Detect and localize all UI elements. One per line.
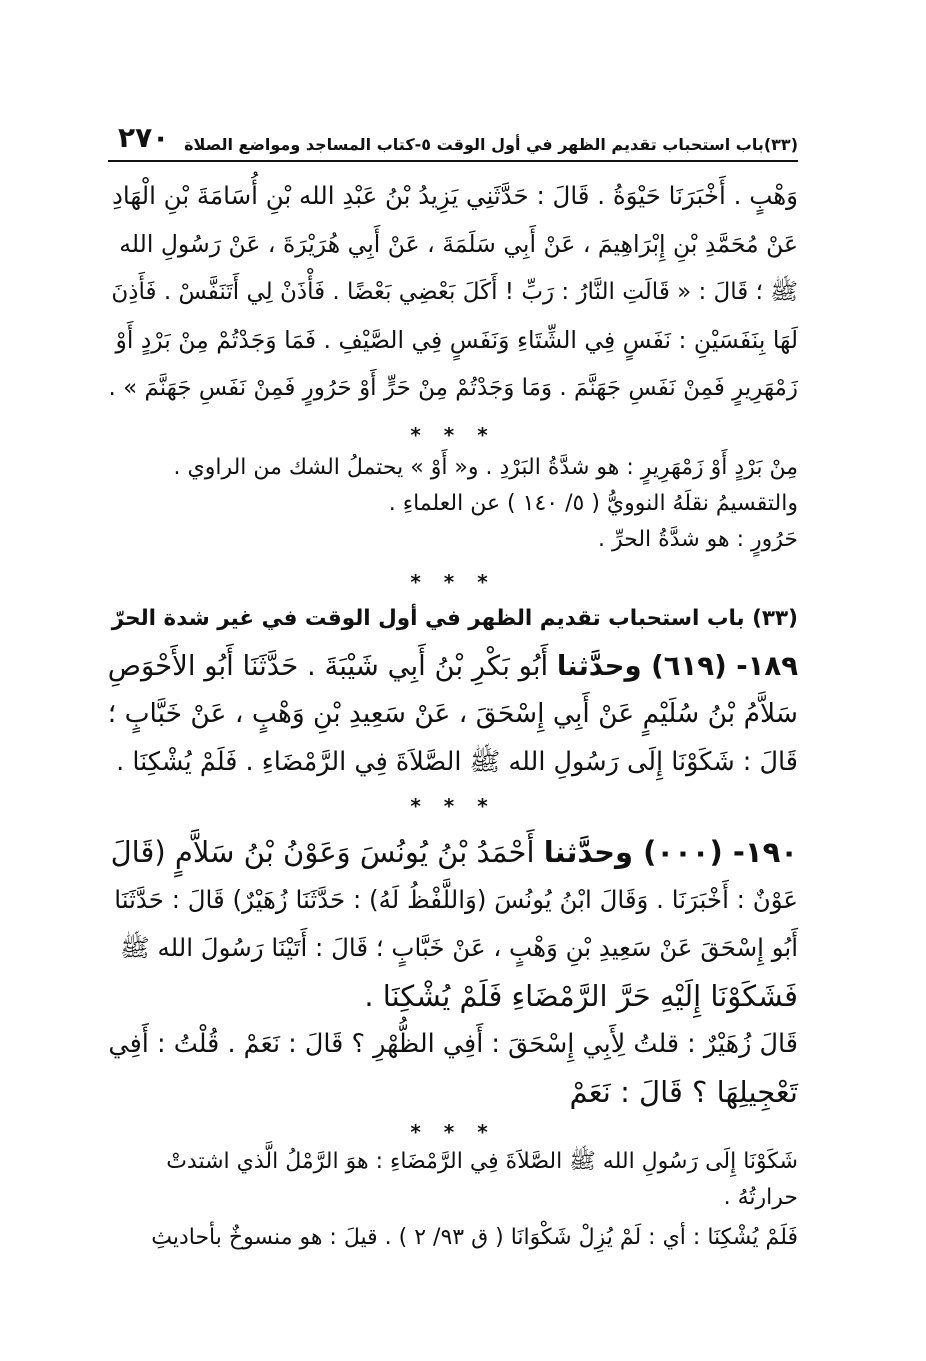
separator-stars: * * * <box>410 794 496 818</box>
text-line: زَمْهَرِيرٍ فَمِنْ نَفَسِ جَهَنَّمَ . وَمَا وَجَدْتُمْ مِنْ حَرٍّ أَوْ حَرُورٍ فَمِنْ نَفَسِ جَهَنَّمَ » . <box>108 375 798 401</box>
chapter-heading: (٣٣) باب استحباب تقديم الظهر في أول الوقت في غير شدة الحرّ <box>111 606 798 631</box>
text-line: ١٨٩- (٦١٩) وحدَّثنا أَبُو بَكْرِ بْنُ أَبِي شَيْبَةَ . حَدَّثَنَا أَبُو الأَحْوَصِ <box>107 650 798 682</box>
hadith-189 <box>108 646 798 786</box>
page-header <box>108 118 798 162</box>
hadith-continuation <box>108 176 798 426</box>
text-line: قَالَ زُهَيْرٌ : قلتُ لِأَبِي إِسْحَقَ : أَفِي الظُّهْرِ ؟ قَالَ : نَعَمْ . قُلْتُ : أَفِي <box>108 1029 798 1059</box>
running-title: (٣٣)باب استحباب تقديم الظهر في أول الوقت ٥-كتاب المساجد ومواضع الصلاة <box>184 135 798 154</box>
footnotes-1 <box>108 452 798 572</box>
text-line: عَنْ مُحَمَّدِ بْنِ إِبْرَاهِيمَ ، عَنْ أَبِي سَلَمَةَ ، عَنْ أَبِي هُرَيْرَةَ ، عَنْ رَسُولِ الله <box>119 230 798 258</box>
text-line: عَوْنٌ : أَخْبَرَنَا . وَقَالَ ابْنُ يُونُسَ (وَاللَّفْظُ لَهُ) : حَدَّثَنَا زُهَيْرٌ) قَالَ : حَدَّثَنَا <box>114 885 798 914</box>
hadith-190 <box>108 832 798 1122</box>
text-line: قَالَ : شَكَوْنَا إِلَى رَسُولِ الله ﷺ الصَّلاَةَ فِي الرَّمْضَاءِ . فَلَمْ يُشْكِنَا . <box>116 747 798 777</box>
note-line: حَرُورٍ : هو شدَّةُ الحرِّ . <box>598 527 798 552</box>
note-line: فَلَمْ يُشْكِنَا : أي : لَمْ يُزِلْ شَكْوَانَا ( ق ٩٣/ ٢ ) . قيلَ : هو منسوخٌ بأحاديثِ <box>151 1225 798 1250</box>
text-line: تَعْجِيلِهَا ؟ قَالَ : نَعَمْ <box>569 1075 798 1109</box>
note-line: والتقسيمُ نقلَهُ النوويُّ ( ٥/ ١٤٠ ) عن العلماءِ . <box>388 491 798 516</box>
separator-stars: * * * <box>410 1120 496 1144</box>
text-line: ﷺ ؛ قَالَ : « قَالَتِ النَّارُ : رَبِّ ! أَكَلَ بَعْضِي بَعْضًا . فَأْذَنْ لِي أَتَنَفَّسْ . فَأَذِنَ <box>111 279 798 305</box>
separator-stars: * * * <box>410 570 496 594</box>
text-line: سَلاَّمُ بْنُ سُلَيْمٍ عَنْ أَبِي إِسْحَقَ ، عَنْ سَعِيدِ بْنِ وَهْبٍ ، عَنْ خَبَّابٍ ؛ <box>107 698 798 729</box>
text-line: أَبُو إِسْحَقَ عَنْ سَعِيدِ بْنِ وَهْبٍ ، عَنْ خَبَّابٍ ؛ قَالَ : أَتَيْنَا رَسُولَ الله ﷺ <box>120 933 798 962</box>
footnotes-2 <box>108 1146 798 1266</box>
hadith-number: ١٨٩- (٦١٩) وحدَّثنا <box>556 650 798 682</box>
separator-stars: * * * <box>410 423 496 447</box>
text-line: فَشَكَوْنَا إِلَيْهِ حَرَّ الرَّمْضَاءِ فَلَمْ يُشْكِنَا . <box>364 979 798 1013</box>
note-line: حرارتُهُ . <box>723 1185 798 1210</box>
text-line: وَهْبٍ . أَخْبَرَنَا حَيْوَةُ . قَالَ : حَدَّثَنِي يَزِيدُ بْنُ عَبْدِ الله بْنِ أُسَامَةَ بْنِ الْهَادِ <box>111 181 798 210</box>
page-number: ٢٧٠ <box>118 121 170 154</box>
hadith-number: ١٩٠- (٠٠٠) وحدَّثنا <box>543 835 798 869</box>
note-line: شَكَوْنَا إِلَى رَسُولِ الله ﷺ الصَّلاَةَ فِي الرَّمْضَاءِ : هوَ الرَّمْلُ الَّذي اشتدتْ <box>166 1149 798 1174</box>
text-line: ١٩٠- (٠٠٠) وحدَّثنا أَحْمَدُ بْنُ يُونُسَ وَعَوْنُ بْنُ سَلاَّمٍ (قَالَ <box>110 835 798 869</box>
text-line: لَهَا بِنَفَسَيْنِ : نَفَسٍ فِي الشِّتَاءِ وَنَفَسٍ فِي الصَّيْفِ . فَمَا وَجَدْتُمْ مِنْ بَرْدٍ أَوْ <box>115 326 798 354</box>
note-line: مِنْ بَرْدٍ أَوْ زَمْهَرِيرٍ : هو شدَّةُ البَرْدِ . و« أَوْ » يحتملُ الشك من الراوي . <box>173 455 798 480</box>
